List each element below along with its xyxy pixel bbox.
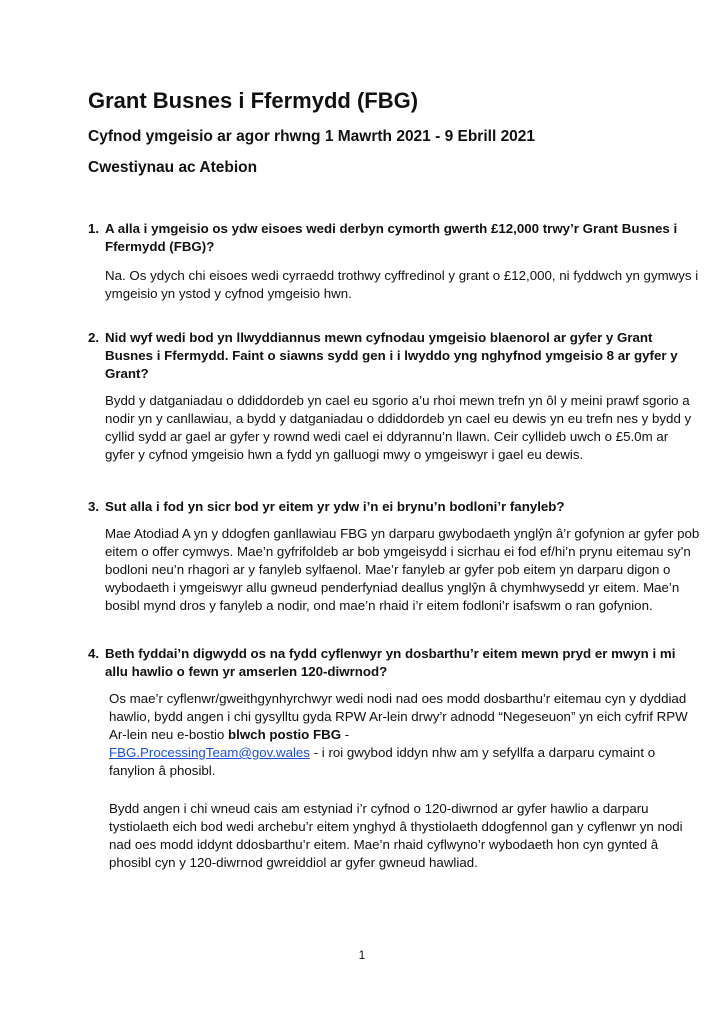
mailbox-name: blwch postio FBG: [228, 727, 342, 742]
question-text: Beth fyddai’n digwydd os na fydd cyflenwyr yn dosbarthu’r eitem mewn pryd er mwyn i mi allu hawlio o fewn yr amserlen 120-diwrnod?: [105, 646, 676, 679]
answer-paragraph-1: [109, 690, 700, 780]
page-number: 1: [358, 948, 366, 962]
question-1: [88, 220, 700, 256]
answer-paragraph-2: Bydd angen i chi wneud cais am estyniad i’r cyfnod o 120-diwrnod ar gyfer hawlio a darparu tystiolaeth eich bod wedi archebu’r eitem ynghyd â thystiolaeth ddogfennol gan y cyflenwr yn nodi nad oes modd iddynt ddosbarthu’r eitem. Mae’n rhaid cyflwyno’r wybodaeth hon cyn gynted â phosibl cyn y 120-diwrnod gwreiddiol ar gyfer gwneud hawliad.: [109, 801, 683, 870]
answer-text-continued: - i roi gwybod iddyn nhw am y sefyllfa a darparu cymaint o fanylion â phosibl.: [109, 745, 656, 778]
section-heading: Cwestiynau ac Atebion: [88, 159, 258, 176]
question-number: 4.: [88, 646, 100, 661]
question-text: Nid wyf wedi bod yn llwyddiannus mewn cyfnodau ymgeisio blaenorol ar gyfer y Grant Busnes i Ffermydd. Faint o siawns sydd gen i i lwyddo yng nghyfnod ymgeisio 8 ar gyfer y Grant?: [105, 330, 678, 381]
qa-item-1: [88, 220, 700, 315]
question-number: 3.: [88, 499, 100, 514]
question-text: Sut alla i fod yn sicr bod yr eitem yr ydw i’n ei brynu’n bodloni’r fanyleb?: [105, 499, 565, 514]
question-number: 2.: [88, 330, 100, 345]
qa-item-2: [88, 329, 700, 476]
answer-4: [109, 690, 700, 872]
question-text: A alla i ymgeisio os ydw eisoes wedi derbyn cymorth gwerth £12,000 trwy’r Grant Busnes i Ffermydd (FBG)?: [105, 221, 678, 254]
dash-separator: -: [344, 727, 350, 742]
application-period-subtitle: Cyfnod ymgeisio ar agor rhwng 1 Mawrth 2021 - 9 Ebrill 2021: [88, 128, 536, 145]
answer-text: Na. Os ydych chi eisoes wedi cyrraedd trothwy cyffredinol y grant o £12,000, ni fyddwch yn gymwys i ymgeisio yn ystod y cyfnod ymgeisio hwn.: [105, 268, 699, 301]
answer-text: Mae Atodiad A yn y ddogfen ganllawiau FBG yn darparu gwybodaeth ynglŷn â’r gofynion ar gyfer pob eitem o offer cymwys. Mae’n gyfrifoldeb ar bob ymgeisydd i sicrhau ei fod ef/hi’n prynu eitemau sy’n bodloni neu’n rhagori ar y fanyleb sylfaenol. Mae’r fanyleb ar gyfer pob eitem yn darparu digon o wybodaeth i ymgeiswyr allu gwneud penderfyniad deallus ynglŷn â chymhwysedd yr eitem. Mae’n bosibl mynd dros y fanyleb a nodir, ond mae’n rhaid i’r eitem fodloni’r isafswm o ran gofynion.: [105, 526, 700, 613]
document-title: Grant Busnes i Ffermydd (FBG): [88, 88, 419, 113]
answer-3: [105, 525, 700, 615]
answer-2: [105, 392, 700, 464]
question-number: 1.: [88, 221, 100, 236]
question-4: [88, 645, 700, 681]
answer-1: [105, 267, 700, 303]
answer-text: Bydd y datganiadau o ddiddordeb yn cael eu sgorio a’u rhoi mewn trefn yn ôl y meini prawf sgorio a nodir yn y canllawiau, a bydd y datganiadau o ddiddordeb yn cael eu dewis yn eu trefn nes y bydd y cyllid sydd ar gael ar gyfer y rownd wedi cael ei ddyrannu’n llawn. Ceir cyllideb uwch o £5.0m ar gyfer y cyfnod ymgeisio hwn a fydd yn galluogi mwy o ymgeiswyr i gael eu dewis.: [105, 393, 692, 462]
answer-text: Os mae’r cyflenwr/gweithgynhyrchwyr wedi nodi nad oes modd dosbarthu’r eitemau cyn y dyddiad hawlio, bydd angen i chi gysylltu gyda RPW Ar-lein drwy’r adnodd “Negeseuon” yn eich cyfrif RPW Ar-lein neu e-bostio: [109, 691, 688, 742]
email-link[interactable]: FBG.ProcessingTeam@gov.wales: [109, 745, 310, 760]
qa-item-4: [88, 645, 700, 884]
question-2: [88, 329, 700, 383]
qa-item-3: [88, 498, 700, 627]
question-3: [88, 498, 700, 516]
